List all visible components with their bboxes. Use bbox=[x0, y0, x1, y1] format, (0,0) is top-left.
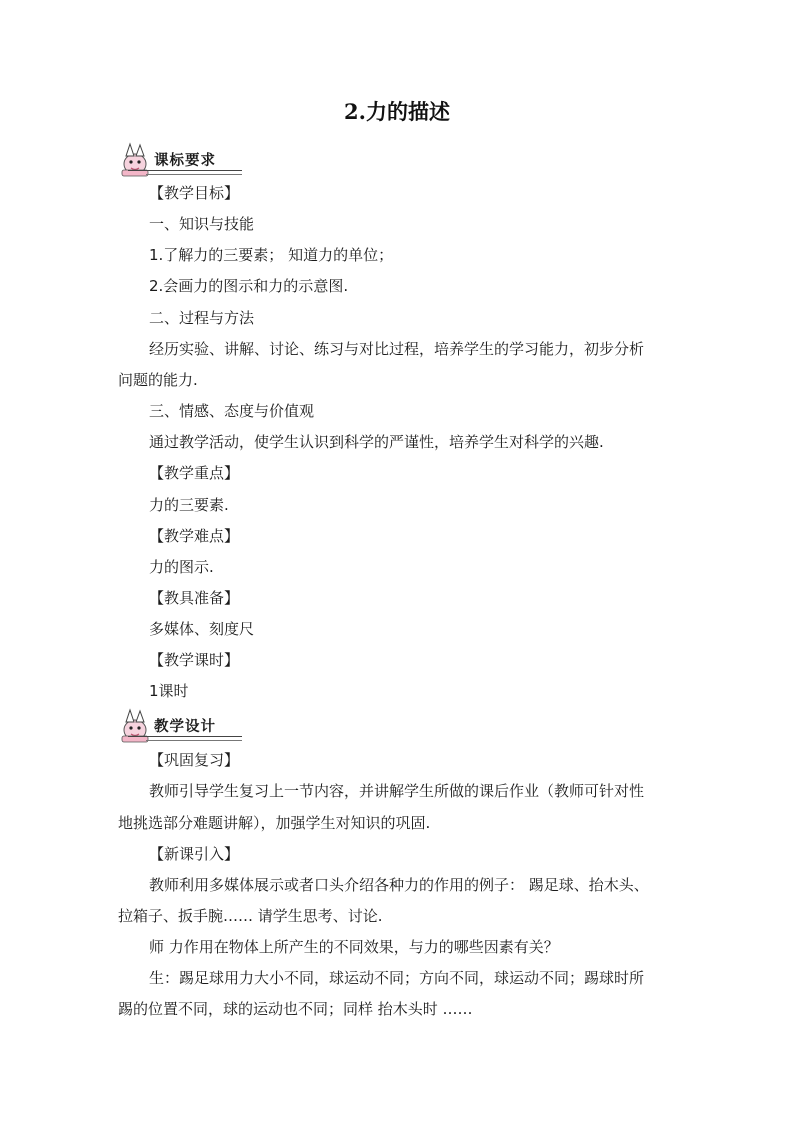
text-line: 教师引导学生复习上一节内容，并讲解学生所做的课后作业（教师可针对性 bbox=[149, 782, 645, 800]
text-line: 踢的位置不同，球的运动也不同；同样 抬木头时 …… bbox=[118, 1000, 473, 1018]
text-line: 生：踢足球用力大小不同，球运动不同；方向不同，球运动不同；踢球时所 bbox=[149, 969, 645, 987]
text-line: 拉箱子、扳手腕…… 请学生思考、讨论. bbox=[118, 907, 383, 925]
pencil-mascot-icon bbox=[118, 708, 154, 744]
text-line: 力的三要素. bbox=[149, 496, 229, 514]
pencil-mascot-icon bbox=[118, 142, 154, 178]
text-line: 【巩固复习】 bbox=[149, 751, 240, 769]
text-line: 二、过程与方法 bbox=[149, 309, 255, 327]
section-header-teaching-design bbox=[118, 708, 242, 744]
text-line: 经历实验、讲解、讨论、练习与对比过程，培养学生的学习能力，初步分析 bbox=[149, 340, 645, 358]
text-line: 通过教学活动，使学生认识到科学的严谨性，培养学生对科学的兴趣. bbox=[149, 433, 604, 451]
text-line: 2.会画力的图示和力的示意图. bbox=[149, 277, 349, 295]
section-header-curriculum bbox=[118, 142, 242, 178]
text-line: 三、情感、态度与价值观 bbox=[149, 402, 315, 420]
text-line: 【教学课时】 bbox=[149, 651, 240, 669]
section-label: 教学设计 bbox=[154, 719, 216, 735]
text-line: 教师利用多媒体展示或者口头介绍各种力的作用的例子： 踢足球、抬木头、 bbox=[149, 876, 649, 894]
text-line: 一、知识与技能 bbox=[149, 215, 255, 233]
text-line: 力的图示. bbox=[149, 558, 214, 576]
text-line: 师 力作用在物体上所产生的不同效果，与力的哪些因素有关？ bbox=[149, 938, 559, 956]
text-line: 【教学目标】 bbox=[149, 184, 240, 202]
page-title: 2.力的描述 bbox=[344, 99, 450, 124]
text-line: 地挑选部分难题讲解），加强学生对知识的巩固. bbox=[118, 814, 431, 832]
divider bbox=[128, 736, 242, 737]
section-label: 课标要求 bbox=[154, 153, 216, 169]
text-line: 【教学重点】 bbox=[149, 464, 240, 482]
text-line: 多媒体、刻度尺 bbox=[149, 620, 255, 638]
text-line: 1课时 bbox=[149, 682, 189, 700]
text-line: 【新课引入】 bbox=[149, 845, 240, 863]
text-line: 问题的能力. bbox=[118, 371, 198, 389]
text-line: 【教具准备】 bbox=[149, 589, 240, 607]
text-line: 1.了解力的三要素； 知道力的单位； bbox=[149, 246, 394, 264]
divider bbox=[128, 170, 242, 171]
divider bbox=[146, 174, 242, 175]
divider bbox=[146, 740, 242, 741]
text-line: 【教学难点】 bbox=[149, 527, 240, 545]
